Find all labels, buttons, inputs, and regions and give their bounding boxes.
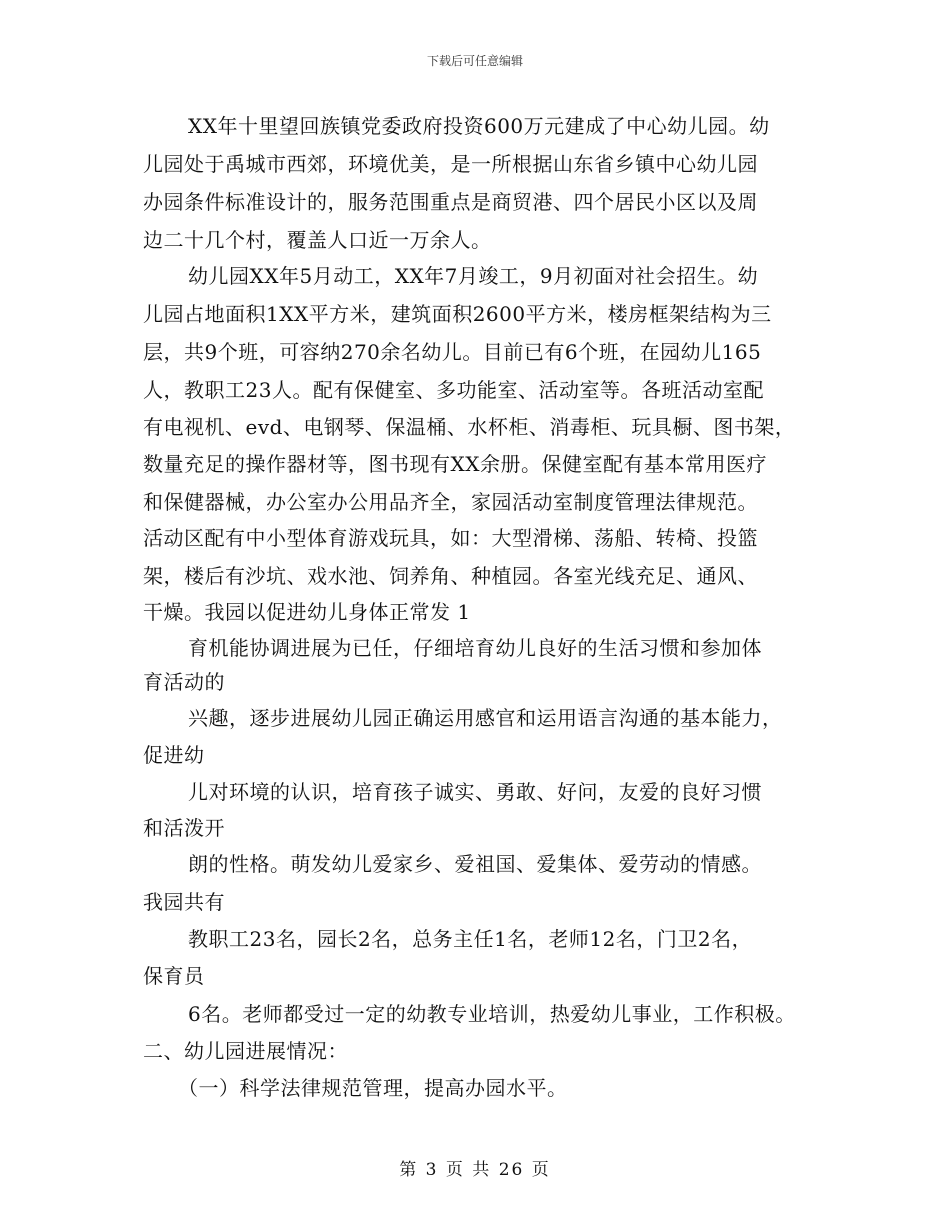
paragraph-line: 教职工23名，园长2名，总务主任1名，老师12名，门卫2名，	[188, 927, 753, 951]
paragraph-line: 促进幼	[143, 743, 205, 767]
paragraph-line: 有电视机、evd、电钢琴、保温桶、水杯柜、消毒柜、玩具橱、图书架，	[143, 415, 796, 439]
paragraph-line: 和保健器械，办公室办公用品齐全，家园活动室制度管理法律规范。	[143, 490, 758, 514]
download-note-header: 下载后可任意编辑	[426, 54, 523, 68]
paragraph-line: 活动区配有中小型体育游戏玩具，如：大型滑梯、荡船、转椅、投篮	[143, 526, 758, 550]
paragraph-line: 干燥。我园以促进幼儿身体正常发 1	[143, 600, 471, 624]
paragraph-line: 儿园占地面积1XX平方米，建筑面积2600平方米，楼房框架结构为三	[143, 302, 772, 326]
paragraph-line: 儿对环境的认识，培育孩子诚实、勇敢、好问，友爱的良好习惯	[188, 780, 762, 804]
paragraph-line: 保育员	[143, 964, 205, 988]
paragraph-line: 边二十几个村，覆盖人口近一万余人。	[143, 228, 492, 252]
paragraph-line: XX年十里望回族镇党委政府投资600万元建成了中心幼儿园。幼	[188, 114, 770, 138]
paragraph-line: 办园条件标准设计的，服务范围重点是商贸港、四个居民小区以及周	[143, 190, 758, 214]
paragraph-line: 育机能协调进展为已任，仔细培育幼儿良好的生活习惯和参加体	[188, 636, 762, 660]
paragraph-line: 6名。老师都受过一定的幼教专业培训，热爱幼儿事业，工作积极。	[188, 1002, 796, 1026]
paragraph-line: 数量充足的操作器材等，图书现有XX余册。保健室配有基本常用医疗	[143, 452, 767, 476]
paragraph-line: 人，教职工23人。配有保健室、多功能室、活动室等。各班活动室配	[143, 378, 764, 402]
paragraph-line: 幼儿园XX年5月动工，XX年7月竣工，9月初面对社会招生。幼	[188, 264, 759, 288]
paragraph-line: 兴趣，逐步进展幼儿园正确运用感官和运用语言沟通的基本能力，	[188, 706, 783, 730]
paragraph-line: 朗的性格。萌发幼儿爱家乡、爱祖国、爱集体、爱劳动的情感。	[188, 852, 762, 876]
page-number-footer: 第 3 页 共 26 页	[399, 1160, 551, 1180]
paragraph-line: 架，楼后有沙坑、戏水池、饲养角、种植园。各室光线充足、通风、	[143, 564, 758, 588]
paragraph-line: 育活动的	[143, 670, 225, 694]
paragraph-line: 和活泼开	[143, 816, 225, 840]
paragraph-line: 我园共有	[143, 890, 225, 914]
section-heading: 二、幼儿园进展情况：	[143, 1039, 348, 1063]
paragraph-line: 儿园处于禹城市西郊，环境优美，是一所根据山东省乡镇中心幼儿园	[143, 152, 758, 176]
paragraph-line: 层，共9个班，可容纳270余名幼儿。目前已有6个班，在园幼儿165	[143, 340, 762, 364]
subsection-heading: （一）科学法律规范管理，提高办园水平。	[178, 1076, 568, 1100]
